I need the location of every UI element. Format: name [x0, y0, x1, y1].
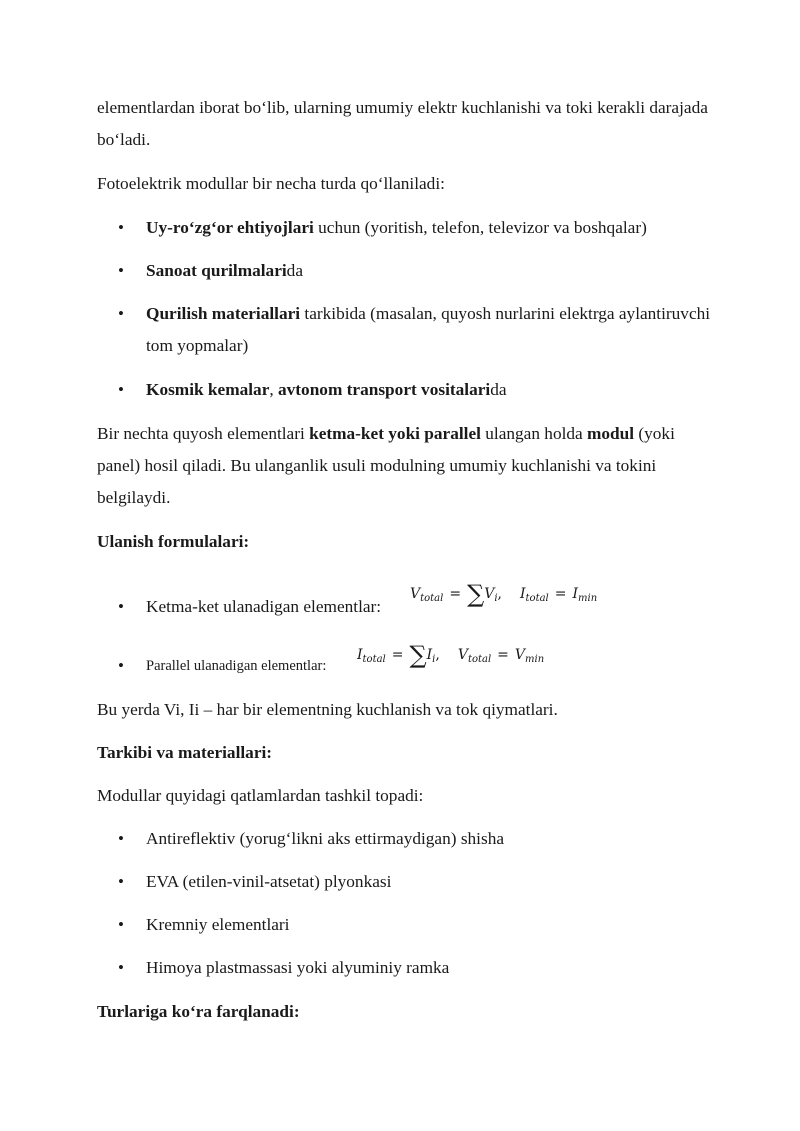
bullet: •: [118, 958, 124, 977]
list-item: EVA (etilen-vinil-atsetat) plyonkasi: [146, 872, 392, 891]
heading-composition: Tarkibi va materiallari:: [97, 743, 273, 762]
heading-formulas: Ulanish formulalari:: [97, 532, 250, 551]
bullet: •: [118, 915, 124, 934]
list-item: Sanoat qurilmalarida: [146, 261, 303, 280]
bullet: •: [118, 597, 124, 616]
formula-series: $V_{total} = \sum V_i$, $I_{total} = I_{min}$: [410, 580, 598, 608]
bullet: •: [118, 218, 124, 237]
bullet: •: [118, 829, 124, 848]
list-item: Kremniy elementlari: [146, 915, 290, 934]
bullet: •: [118, 304, 124, 323]
list-item: Uy-ro‘zg‘or ehtiyojlari uchun (yoritish, telefon, televizor va boshqalar): [146, 218, 647, 237]
list-item: Kosmik kemalar, avtonom transport vositalarida: [146, 380, 507, 399]
paragraph-intro: elementlardan iborat bo‘lib, ularning umumiy elektr kuchlanishi va toki kerakli darajada bo‘ladi.: [97, 98, 708, 149]
paragraph-layers: Modullar quyidagi qatlamlardan tashkil topadi:: [97, 786, 424, 805]
list-item: Antireflektiv (yorug‘likni aks ettirmaydigan) shisha: [146, 829, 505, 848]
bullet: •: [118, 872, 124, 891]
formula-label-series: Ketma-ket ulanadigan elementlar:: [146, 597, 382, 616]
paragraph-usage: Fotoelektrik modullar bir necha turda qo‘llaniladi:: [97, 174, 445, 193]
heading-types: Turlariga ko‘ra farqlanadi:: [97, 1002, 300, 1021]
paragraph-explanation: Bu yerda Vi, Ii – har bir elementning kuchlanish va tok qiymatlari.: [97, 700, 558, 719]
paragraph-connection: Bir nechta quyosh elementlari ketma-ket yoki parallel ulangan holda modul (yoki panel) hosil qiladi. Bu ulanganlik usuli modulning umumiy kuchlanishi va tokini belgilaydi.: [97, 424, 675, 507]
formula-label-parallel: Parallel ulanadigan elementlar:: [146, 658, 327, 674]
bullet: •: [118, 261, 124, 280]
list-item: Qurilish materiallari tarkibida (masalan, quyosh nurlarini elektrga aylantiruvchi tom yopmalar): [146, 304, 711, 355]
list-item: Himoya plastmassasi yoki alyuminiy ramka: [146, 958, 450, 977]
bullet: •: [118, 380, 124, 399]
formula-parallel: $I_{total} = \sum I_i$, $V_{total} = V_{min}$: [357, 641, 545, 669]
bullet: •: [118, 656, 124, 675]
